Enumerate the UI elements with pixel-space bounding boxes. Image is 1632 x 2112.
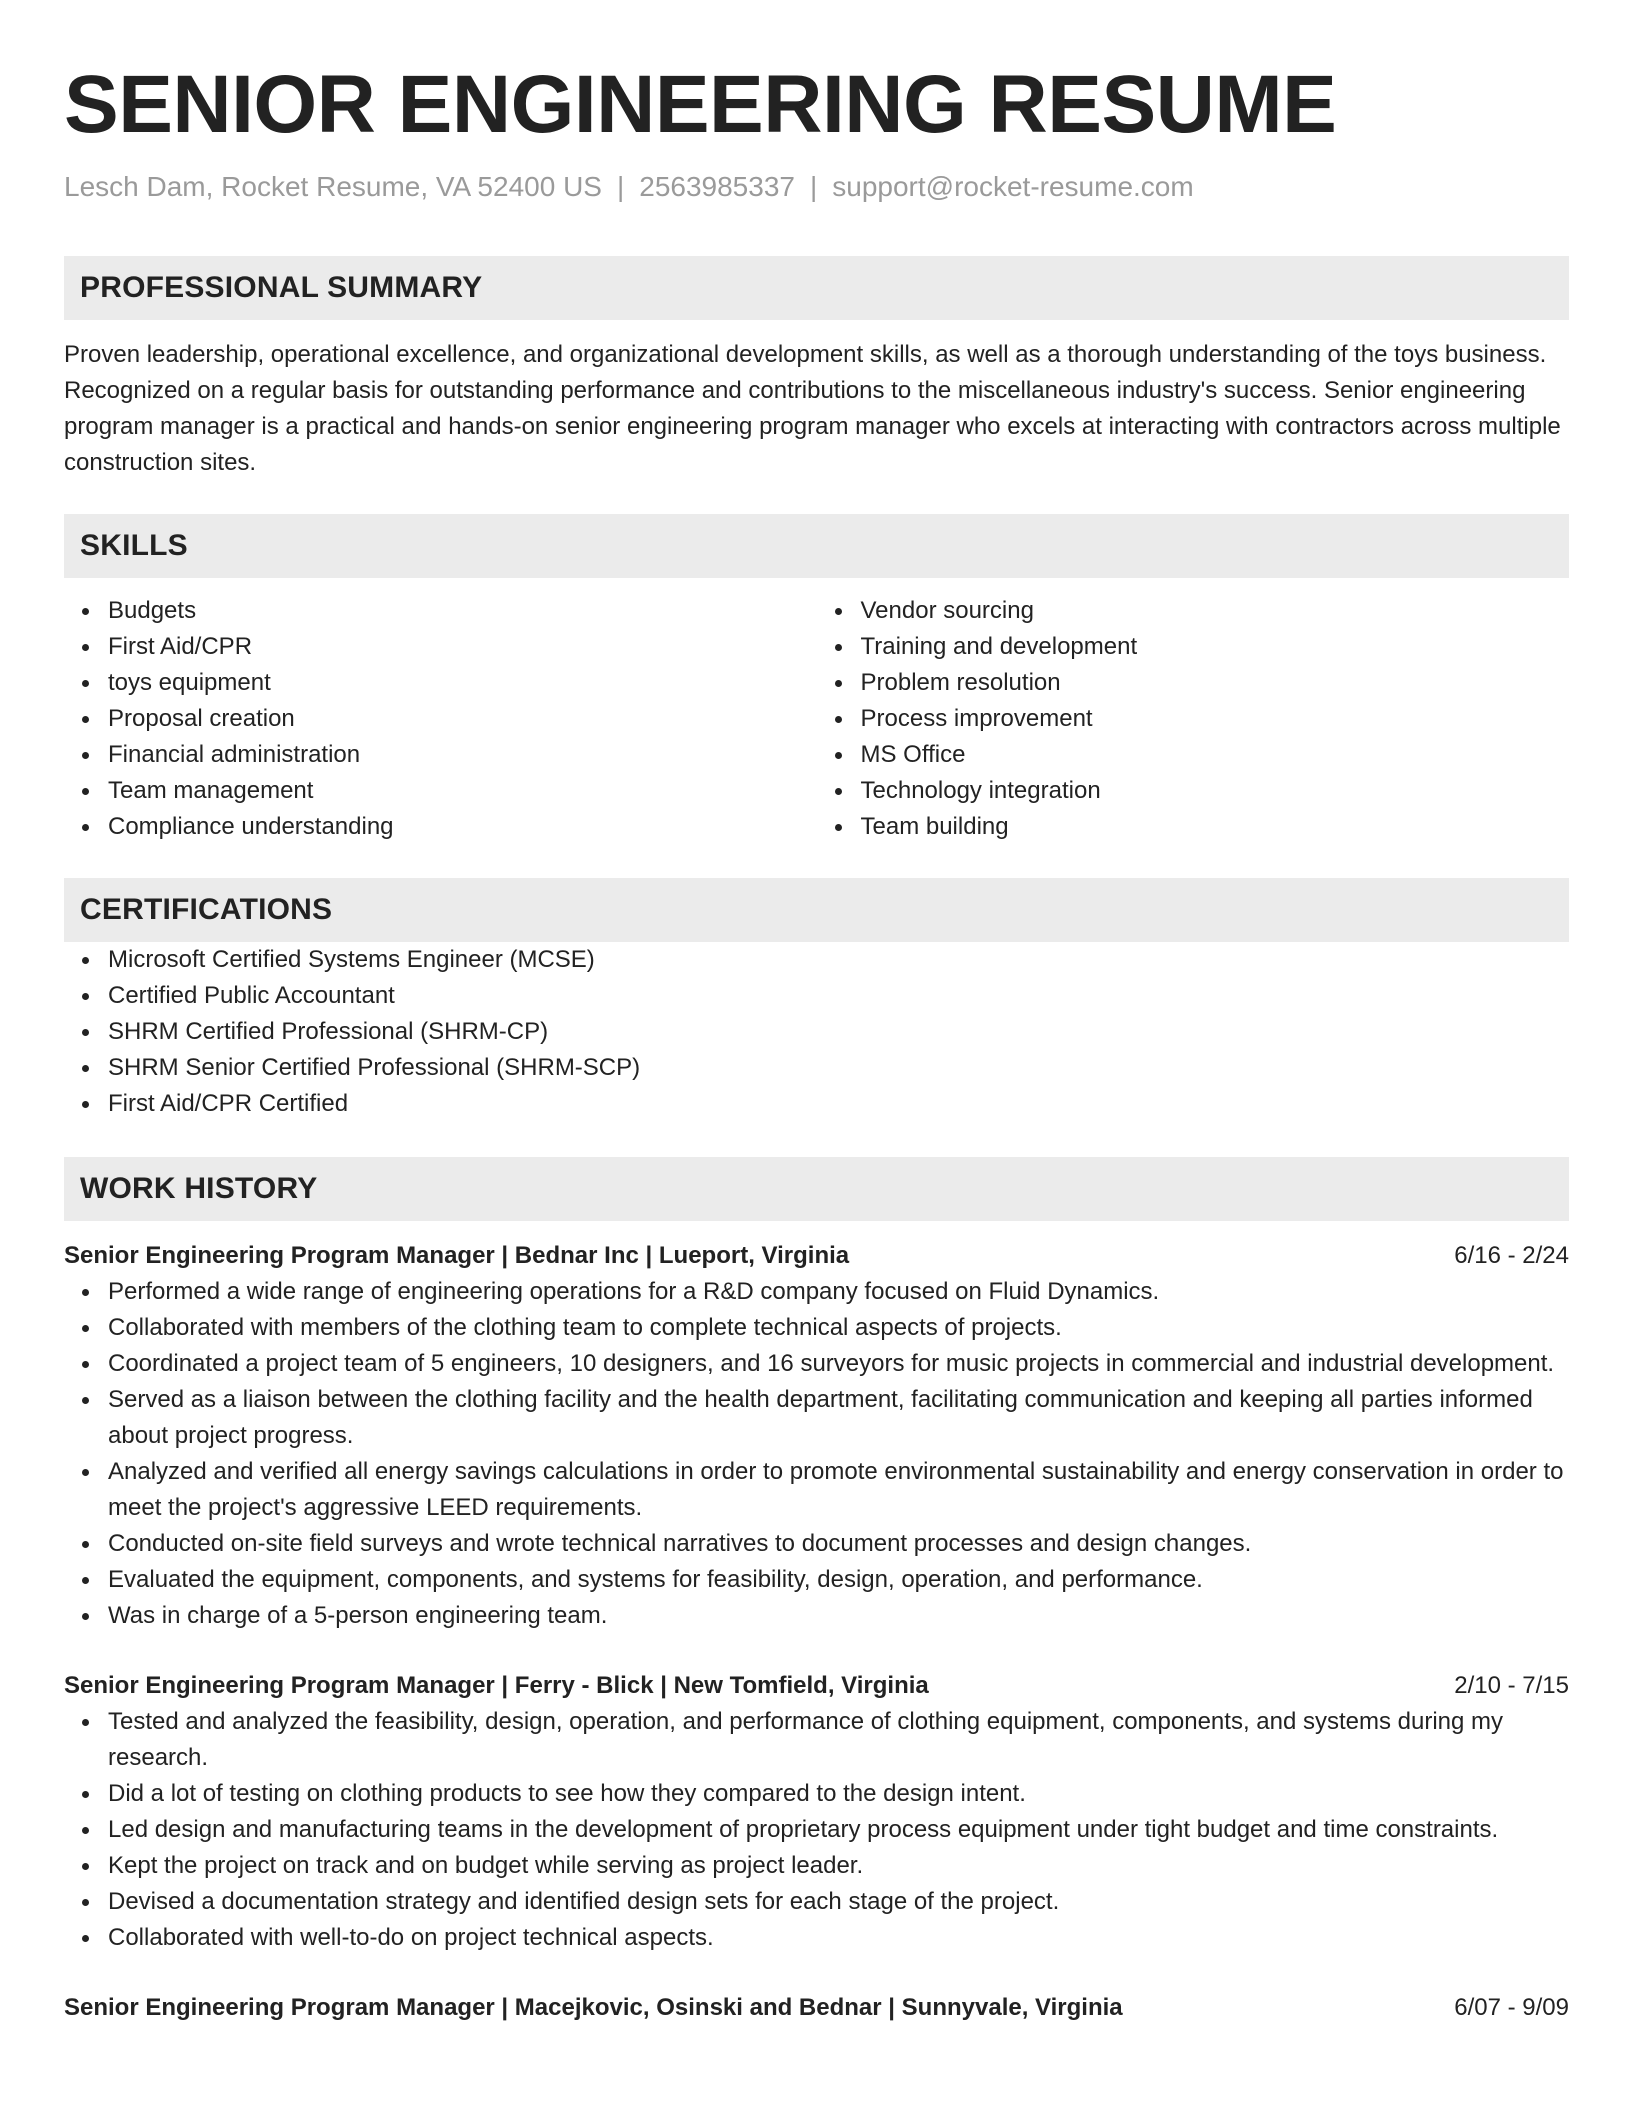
skill-item: Team building xyxy=(861,809,1570,845)
job-title: Senior Engineering Program Manager | Bednar Inc | Lueport, Virginia xyxy=(64,1241,850,1269)
job-entry xyxy=(64,1238,1569,1634)
skill-item: Vendor sourcing xyxy=(861,593,1570,629)
skill-item: Proposal creation xyxy=(108,701,817,737)
skill-item: Compliance understanding xyxy=(108,809,817,845)
job-bullet: Evaluated the equipment, components, and systems for feasibility, design, operation, and performance. xyxy=(108,1562,1569,1598)
job-bullet: Devised a documentation strategy and identified design sets for each stage of the project. xyxy=(108,1884,1569,1920)
certification-item: SHRM Senior Certified Professional (SHRM-SCP) xyxy=(108,1050,1569,1086)
section-heading-skills: SKILLS xyxy=(64,514,1569,578)
job-bullets xyxy=(64,1274,1569,1634)
contact-line xyxy=(64,170,1569,204)
skills-column-right xyxy=(817,593,1570,845)
skill-item: Process improvement xyxy=(861,701,1570,737)
contact-email: support@rocket-resume.com xyxy=(832,171,1194,202)
job-bullet: Kept the project on track and on budget while serving as project leader. xyxy=(108,1848,1569,1884)
contact-phone: 2563985337 xyxy=(639,171,795,202)
contact-separator: | xyxy=(809,171,818,202)
skill-item: Problem resolution xyxy=(861,665,1570,701)
job-bullet: Served as a liaison between the clothing facility and the health department, facilitating communication and keeping all parties informed about project progress. xyxy=(108,1382,1569,1454)
certification-item: Certified Public Accountant xyxy=(108,978,1569,1014)
job-bullet: Performed a wide range of engineering operations for a R&D company focused on Fluid Dynamics. xyxy=(108,1274,1569,1310)
certification-item: Microsoft Certified Systems Engineer (MCSE) xyxy=(108,942,1569,978)
job-title: Senior Engineering Program Manager | Macejkovic, Osinski and Bednar | Sunnyvale, Virginia xyxy=(64,1993,1123,2021)
skill-item: toys equipment xyxy=(108,665,817,701)
skill-item: Technology integration xyxy=(861,773,1570,809)
skill-item: Financial administration xyxy=(108,737,817,773)
section-heading-certifications: CERTIFICATIONS xyxy=(64,878,1569,942)
job-header xyxy=(64,1238,1569,1274)
contact-separator: | xyxy=(616,171,625,202)
skill-item: Budgets xyxy=(108,593,817,629)
job-bullet: Collaborated with well-to-do on project technical aspects. xyxy=(108,1920,1569,1956)
job-entry xyxy=(64,1990,1569,2026)
job-bullet: Was in charge of a 5-person engineering team. xyxy=(108,1598,1569,1634)
skills-grid xyxy=(64,593,1569,845)
job-entry xyxy=(64,1668,1569,1956)
job-header xyxy=(64,1990,1569,2026)
skill-item: Training and development xyxy=(861,629,1570,665)
job-bullet: Tested and analyzed the feasibility, design, operation, and performance of clothing equipment, components, and systems during my research. xyxy=(108,1704,1569,1776)
job-bullets xyxy=(64,1704,1569,1956)
certification-item: SHRM Certified Professional (SHRM-CP) xyxy=(108,1014,1569,1050)
job-dates: 6/16 - 2/24 xyxy=(1454,1241,1569,1269)
job-dates: 6/07 - 9/09 xyxy=(1454,1993,1569,2021)
skill-item: MS Office xyxy=(861,737,1570,773)
summary-text: Proven leadership, operational excellence, and organizational development skills, as well as a thorough understanding of the toys business. Recognized on a regular basis for outstanding performance and contributions to the miscellaneous industry's success. Senior engineering program manager is a practical and hands-on senior engineering program manager who excels at interacting with contractors across multiple construction sites. xyxy=(64,340,1561,476)
resume-title: SENIOR ENGINEERING RESUME xyxy=(64,59,1337,150)
certifications-list xyxy=(64,942,1569,1122)
section-heading-work-history: WORK HISTORY xyxy=(64,1157,1569,1221)
job-bullet: Conducted on-site field surveys and wrote technical narratives to document processes and design changes. xyxy=(108,1526,1569,1562)
job-bullet: Collaborated with members of the clothing team to complete technical aspects of projects. xyxy=(108,1310,1569,1346)
skill-item: Team management xyxy=(108,773,817,809)
job-bullet: Coordinated a project team of 5 engineers, 10 designers, and 16 surveyors for music projects in commercial and industrial development. xyxy=(108,1346,1569,1382)
contact-address: Lesch Dam, Rocket Resume, VA 52400 US xyxy=(64,171,602,202)
job-header xyxy=(64,1668,1569,1704)
job-bullet: Led design and manufacturing teams in the development of proprietary process equipment under tight budget and time constraints. xyxy=(108,1812,1569,1848)
work-history-list xyxy=(64,1238,1569,2026)
certification-item: First Aid/CPR Certified xyxy=(108,1086,1569,1122)
job-bullet: Analyzed and verified all energy savings calculations in order to promote environmental sustainability and energy conservation in order to meet the project's aggressive LEED requirements. xyxy=(108,1454,1569,1526)
skills-column-left xyxy=(64,593,817,845)
job-title: Senior Engineering Program Manager | Ferry - Blick | New Tomfield, Virginia xyxy=(64,1671,929,1699)
skill-item: First Aid/CPR xyxy=(108,629,817,665)
job-bullet: Did a lot of testing on clothing products to see how they compared to the design intent. xyxy=(108,1776,1569,1812)
job-dates: 2/10 - 7/15 xyxy=(1454,1671,1569,1699)
section-heading-summary: PROFESSIONAL SUMMARY xyxy=(64,256,1569,320)
